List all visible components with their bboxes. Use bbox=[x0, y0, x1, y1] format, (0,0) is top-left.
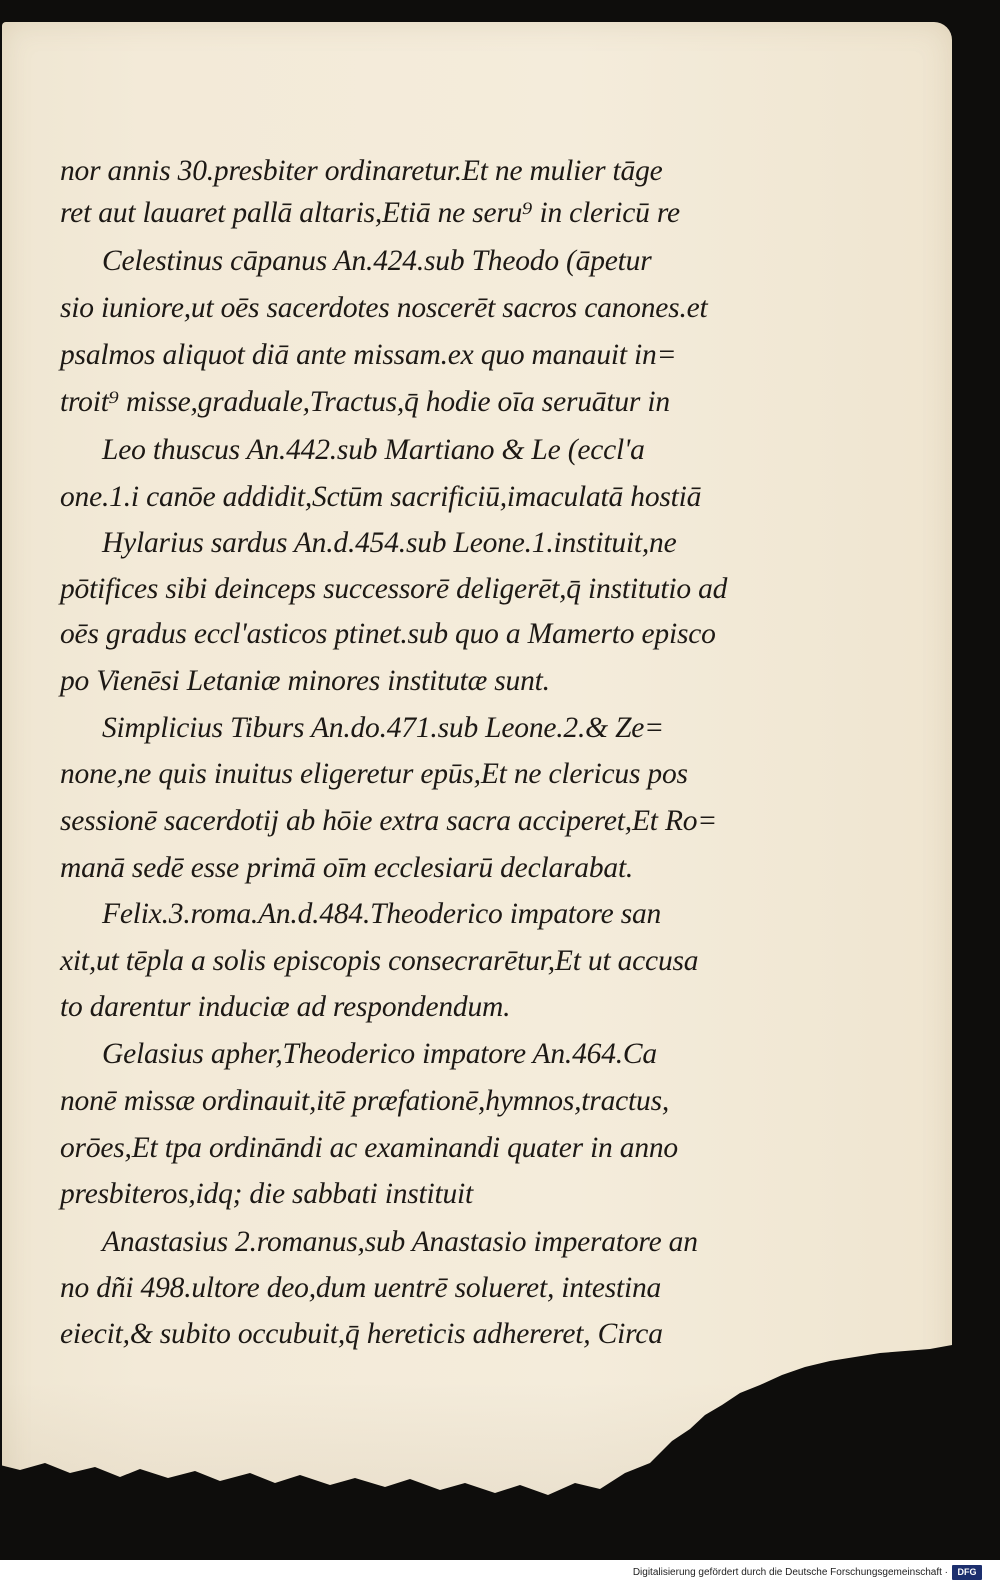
text-line: orōes,Et tpa ordināndi ac examinandi quater in anno bbox=[60, 1132, 678, 1164]
text-line: troit⁹ misse,graduale,Tractus,q̄ hodie oīa seruātur in bbox=[60, 386, 670, 418]
text-line: Hylarius sardus An.d.454.sub Leone.1.instituit,ne bbox=[102, 527, 677, 559]
footer-bar bbox=[0, 1560, 1000, 1587]
text-line: presbiteros,idq; die sabbati instituit bbox=[60, 1178, 474, 1210]
text-line: no dñi 498.ultore deo,dum uentrē solueret, intestina bbox=[60, 1272, 662, 1304]
book-page bbox=[2, 22, 952, 1552]
text-line: one.1.i canōe addidit,Sctūm sacrificiū,imaculatā hostiā bbox=[60, 481, 702, 513]
text-line: sessionē sacerdotij ab hōie extra sacra acciperet,Et Ro= bbox=[60, 805, 718, 837]
text-line: nonē missæ ordinauit,itē præfationē,hymnos,tractus, bbox=[60, 1085, 670, 1117]
torn-page-edge bbox=[0, 1345, 1000, 1560]
text-line: ret aut lauaret pallā altaris,Etiā ne seru⁹ in clericū re bbox=[60, 197, 680, 229]
text-line: Gelasius apher,Theoderico impatore An.464.Ca bbox=[102, 1038, 657, 1070]
text-line: psalmos aliquot diā ante missam.ex quo manauit in= bbox=[60, 339, 677, 371]
text-line: xit,ut tēpla a solis episcopis consecrarētur,Et ut accusa bbox=[60, 945, 699, 977]
text-line: eiecit,& subito occubuit,q̄ hereticis adhereret, Circa bbox=[60, 1318, 663, 1350]
text-line: po Vienēsi Letaniæ minores institutæ sunt. bbox=[60, 665, 550, 697]
text-line: nor annis 30.presbiter ordinaretur.Et ne mulier tāge bbox=[60, 155, 663, 187]
dfg-logo: DFG bbox=[952, 1565, 982, 1580]
text-line: Anastasius 2.romanus,sub Anastasio imperatore an bbox=[102, 1226, 698, 1258]
text-line: Leo thuscus An.442.sub Martiano & Le (eccl'a bbox=[102, 434, 645, 466]
text-line: none,ne quis inuitus eligeretur epūs,Et ne clericus pos bbox=[60, 758, 688, 790]
text-line: Simplicius Tiburs An.do.471.sub Leone.2.& Ze= bbox=[102, 712, 664, 744]
text-line: oēs gradus eccl'asticos ptinet.sub quo a Mamerto episco bbox=[60, 618, 716, 650]
text-line: sio iuniore,ut oēs sacerdotes noscerēt sacros canones.et bbox=[60, 292, 708, 324]
text-line: Felix.3.roma.An.d.484.Theoderico impatore san bbox=[102, 898, 662, 930]
text-line: manā sedē esse primā oīm ecclesiarū declarabat. bbox=[60, 852, 634, 884]
funding-credit: Digitalisierung gefördert durch die Deutsche Forschungsgemeinschaft · bbox=[632, 1567, 948, 1578]
text-line: pōtifices sibi deinceps successorē deligerēt,q̄ institutio ad bbox=[60, 573, 728, 605]
text-line: to darentur induciæ ad respondendum. bbox=[60, 991, 511, 1023]
text-line: Celestinus cāpanus An.424.sub Theodo (āpetur bbox=[102, 245, 652, 277]
